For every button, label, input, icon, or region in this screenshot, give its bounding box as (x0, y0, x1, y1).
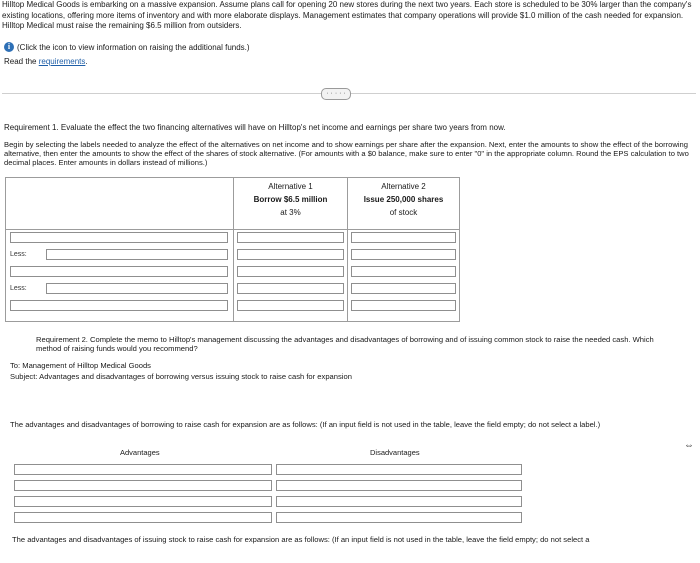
alt2-input-3[interactable] (351, 266, 456, 277)
info-icon[interactable]: i (4, 42, 14, 52)
alt1-input-2[interactable] (237, 249, 344, 260)
memo-to: To: Management of Hilltop Medical Goods (10, 361, 151, 370)
table-body-row (6, 230, 460, 322)
expand-button[interactable]: · · · · · (321, 88, 351, 100)
less-label: Less: (10, 285, 27, 292)
advantage-select-3[interactable] (14, 496, 272, 507)
alt1-subtitle: Borrow $6.5 million (253, 195, 328, 204)
advantage-select-1[interactable] (14, 464, 272, 475)
alt1-input-5[interactable] (237, 300, 344, 311)
alt1-header (234, 178, 348, 230)
advantage-select-4[interactable] (14, 512, 272, 523)
label-select-row-2[interactable] (46, 249, 228, 260)
label-column (6, 230, 234, 322)
read-requirements-row (4, 57, 88, 66)
less-row-1 (10, 249, 229, 260)
label-select-row-1[interactable] (10, 232, 228, 243)
borrowing-text: The advantages and disadvantages of borrowing to raise cash for expansion are as follows: (If an input field is not used in the table, leave the field empty; do not select a label.) (10, 420, 601, 429)
read-suffix: . (85, 57, 88, 66)
alt1-input-1[interactable] (237, 232, 344, 243)
disadvantage-select-3[interactable] (276, 496, 522, 507)
alt2-input-2[interactable] (351, 249, 456, 260)
less-label: Less: (10, 251, 27, 258)
alt1-input-4[interactable] (237, 283, 344, 294)
alt1-column (234, 230, 348, 322)
requirement-1-instructions: Begin by selecting the labels needed to analyze the effect of the alternatives on net income and to show earnings per share after the expansion. Next, enter the amounts to show the effect of the borrowing alternative, then enter the amounts to show the effect of the shares of stock alternative. (For amounts with a $0 balance, make sure to enter "0" in the appropriate column. Round the EPS calculation to two decimal places. Enter amounts in dollars instead of millions.) (4, 140, 689, 167)
alt2-title: Alternative 2 (381, 182, 426, 191)
disadvantage-select-2[interactable] (276, 480, 522, 491)
label-select-row-4[interactable] (46, 283, 228, 294)
alt1-input-3[interactable] (237, 266, 344, 277)
stock-text: The advantages and disadvantages of issuing stock to raise cash for expansion are as follows: (If an input field is not used in the table, leave the field empty; do not select a (12, 535, 590, 544)
alt2-shares: of stock (389, 208, 418, 217)
disadvantage-select-1[interactable] (276, 464, 522, 475)
alt1-rate: at 3% (280, 208, 301, 217)
intro-text: Hilltop Medical Goods is embarking on a massive expansion. Assume plans call for opening 20 new stores during the next two years. Each store is scheduled to be 30% larger than the company's existing locations, offering more items of inventory and with more elaborate displays. Management estimates that company operations will provide $1.0 million of the cash needed for expansion. Hilltop Medical must raise the remaining $6.5 million from outsiders. (2, 0, 692, 30)
read-prefix: Read the (4, 57, 39, 66)
alt2-input-5[interactable] (351, 300, 456, 311)
memo-header (10, 360, 352, 382)
memo-subject: Subject: Advantages and disadvantages of borrowing versus issuing stock to raise cash for expansion (10, 372, 352, 381)
requirements-link[interactable]: requirements (38, 57, 86, 66)
requirement-2-text: Requirement 2. Complete the memo to Hilltop's management discussing the advantages and disadvantages of borrowing and of issuing common stock to raise the needed cash. Which method of raising funds would you recommend? (36, 335, 654, 353)
table-header-row (6, 178, 460, 230)
advantage-select-2[interactable] (14, 480, 272, 491)
income-comparison-table (5, 177, 460, 322)
disadvantage-select-4[interactable] (276, 512, 522, 523)
label-select-row-3[interactable] (10, 266, 228, 277)
info-row (4, 42, 250, 52)
alt2-column (348, 230, 460, 322)
alt2-input-4[interactable] (351, 283, 456, 294)
alt2-subtitle: Issue 250,000 shares (363, 195, 444, 204)
alt2-header (348, 178, 460, 230)
alt1-title: Alternative 1 (268, 182, 313, 191)
alt2-input-1[interactable] (351, 232, 456, 243)
disadvantages-header: Disadvantages (370, 448, 420, 457)
resize-arrows-icon[interactable]: ⇔ (684, 440, 694, 451)
less-row-2 (10, 283, 229, 294)
label-select-row-5[interactable] (10, 300, 228, 311)
info-text: (Click the icon to view information on raising the additional funds.) (17, 42, 250, 52)
header-blank (6, 178, 234, 230)
requirement-1-title: Requirement 1. Evaluate the effect the two financing alternatives will have on Hilltop's net income and earnings per share two years from now. (4, 123, 506, 132)
advantages-header: Advantages (120, 448, 160, 457)
